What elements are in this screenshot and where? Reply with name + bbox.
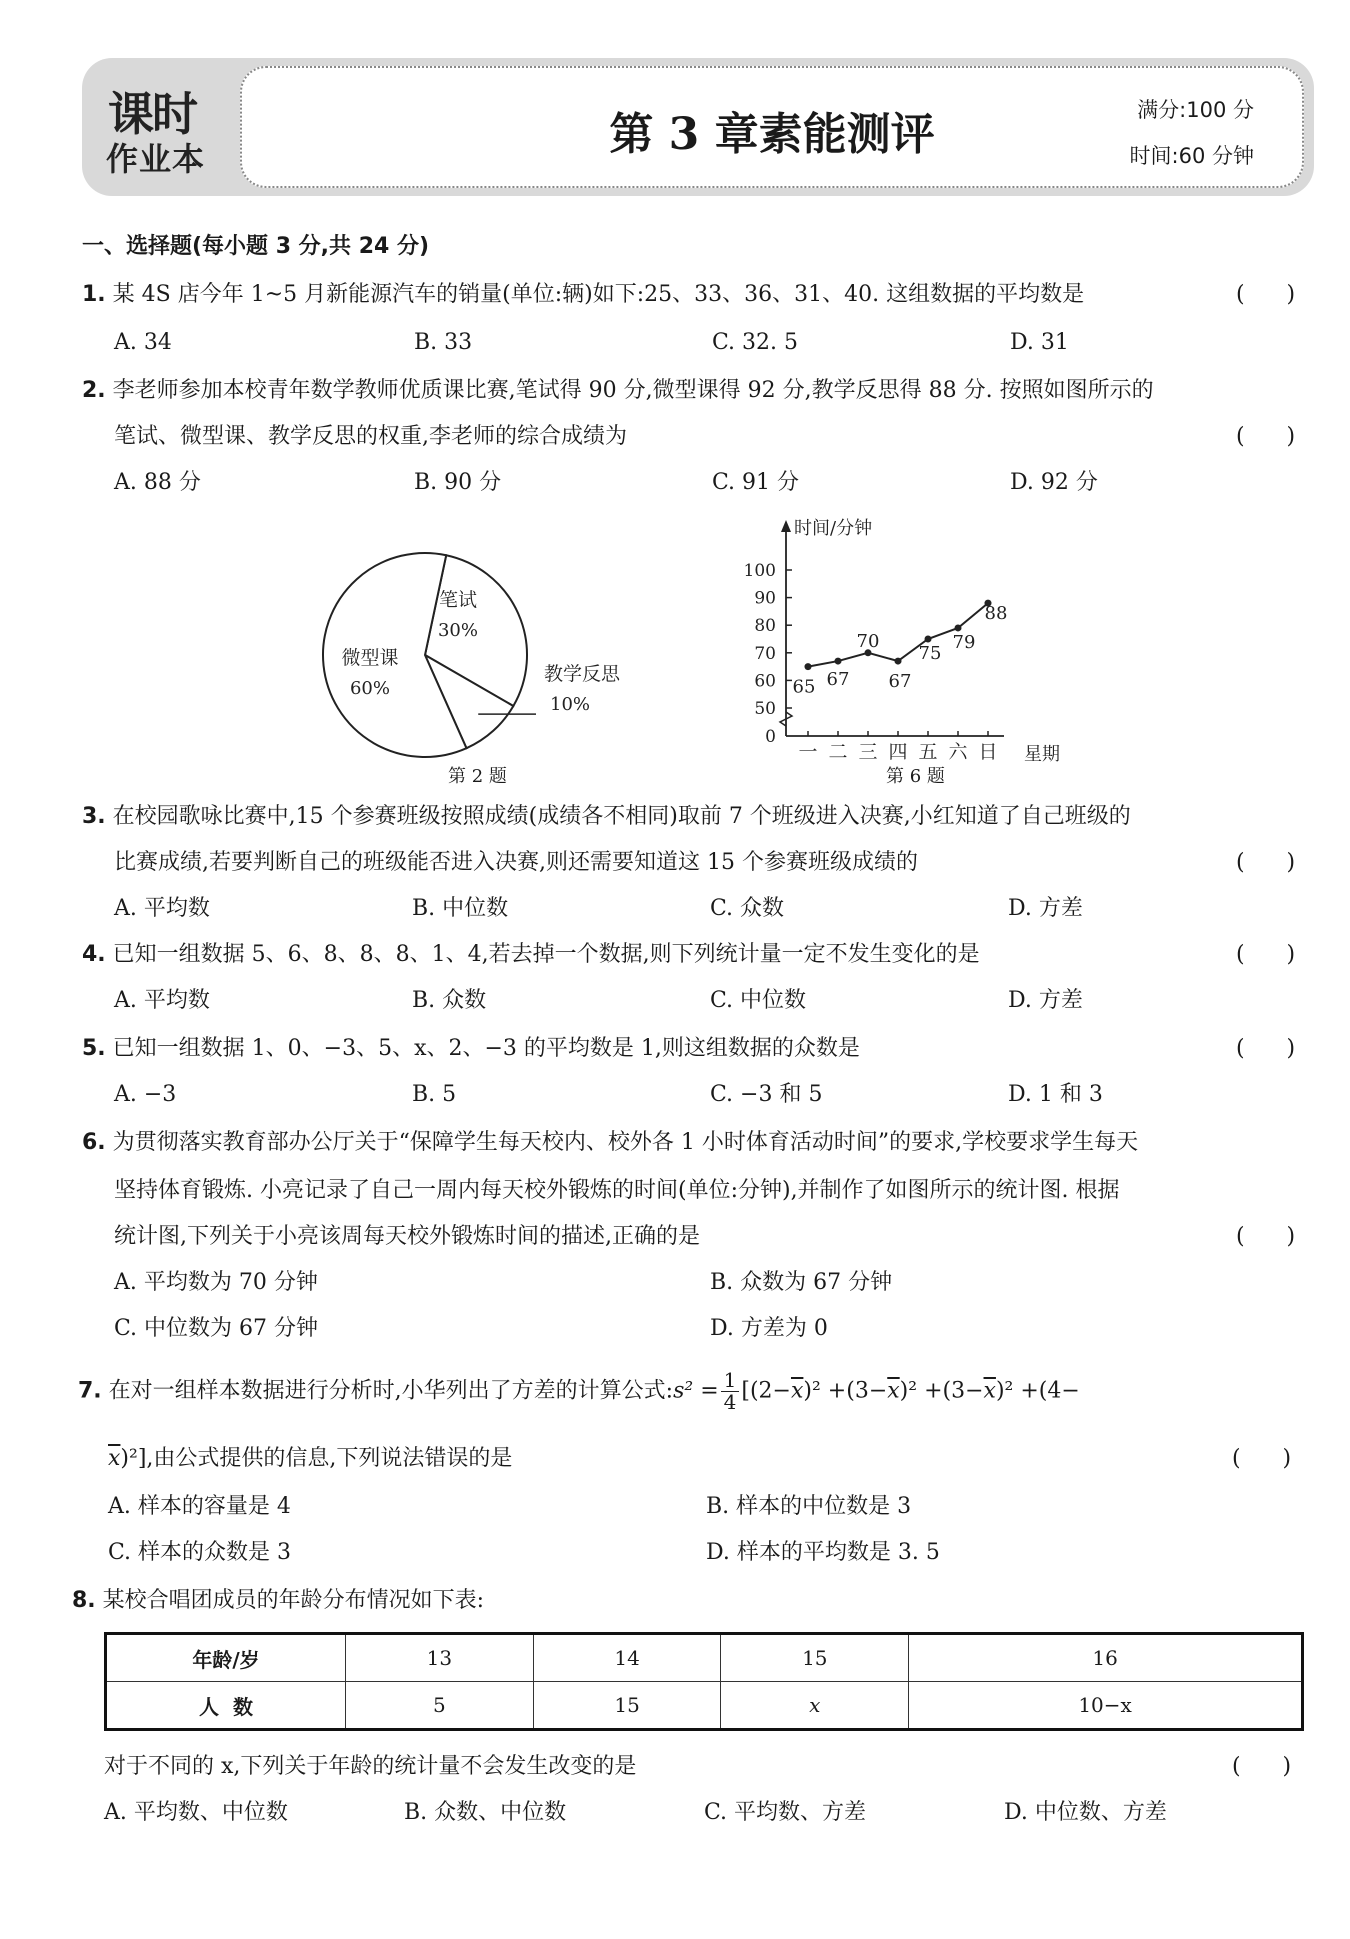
table-cell: 14 bbox=[533, 1634, 721, 1682]
option-c[interactable]: C. 91 分 bbox=[712, 470, 800, 495]
age-table bbox=[104, 1632, 1304, 1731]
full-score: 满分:100 分 bbox=[1137, 98, 1254, 122]
x-tick-label: 六 bbox=[948, 741, 968, 763]
question-text: 为贯彻落实教育部办公厅关于“保障学生每天校内、校外各 1 小时体育活动时间”的要求,学校要求学生每天 bbox=[112, 1130, 1139, 1155]
question-6 bbox=[82, 1132, 1138, 1154]
data-label: 70 bbox=[856, 630, 880, 652]
x-axis-label: 星期 bbox=[1024, 744, 1060, 765]
formula-part: )² +(4− bbox=[995, 1378, 1080, 1404]
formula-part: )² +(3− bbox=[803, 1378, 888, 1404]
x-tick-label: 五 bbox=[918, 741, 938, 763]
option-d[interactable]: D. 中位数、方差 bbox=[1004, 1800, 1167, 1825]
answer-bracket[interactable]: ( ) bbox=[1236, 942, 1296, 967]
question-number: 4. bbox=[82, 942, 106, 967]
pie-slice-value: 60% bbox=[349, 678, 391, 699]
option-a[interactable]: A. 34 bbox=[114, 330, 172, 355]
x-tick-label: 一 bbox=[798, 741, 818, 763]
data-point bbox=[805, 663, 812, 670]
formula-mean: $\overline{x}$ bbox=[887, 1378, 900, 1404]
y-tick-label: 70 bbox=[754, 643, 776, 664]
question-5 bbox=[82, 1038, 860, 1060]
question-text-line: 比赛成绩,若要判断自己的班级能否进入决赛,则还需要知道这 15 个参赛班级成绩的 bbox=[114, 850, 918, 875]
formula-part: [(2− bbox=[741, 1378, 791, 1404]
section-title: 一、选择题(每小题 3 分,共 24 分) bbox=[82, 234, 430, 259]
question-text: 在对一组样本数据进行分析时,小华列出了方差的计算公式: bbox=[108, 1378, 674, 1404]
question-number: 6. bbox=[82, 1130, 106, 1155]
formula-part: )²] bbox=[120, 1446, 147, 1471]
question-number: 8. bbox=[72, 1588, 96, 1613]
option-a[interactable]: A. 平均数 bbox=[114, 988, 210, 1013]
option-b[interactable]: B. 样本的中位数是 3 bbox=[706, 1494, 912, 1519]
data-label: 88 bbox=[984, 603, 1008, 625]
question-text-line: 坚持体育锻炼. 小亮记录了自己一周内每天校外锻炼的时间(单位:分钟),并制作了如图所示的统计图. 根据 bbox=[114, 1178, 1120, 1203]
table-cell: 16 bbox=[909, 1634, 1303, 1682]
logo-bottom-text: 作业本 bbox=[106, 140, 206, 178]
question-text-line: 对于不同的 x,下列关于年龄的统计量不会发生改变的是 bbox=[104, 1754, 637, 1779]
y-axis-label: 时间/分钟 bbox=[794, 518, 873, 539]
option-b[interactable]: B. 90 分 bbox=[414, 470, 502, 495]
formula-mean: $\overline{x}$ bbox=[108, 1446, 121, 1471]
question-text: 已知一组数据 5、6、8、8、8、1、4,若去掉一个数据,则下列统计量一定不发生变化的是 bbox=[112, 942, 980, 967]
option-b[interactable]: B. 众数 bbox=[412, 988, 487, 1013]
y-tick-label: 80 bbox=[754, 616, 776, 637]
x-tick-label: 四 bbox=[888, 741, 908, 763]
table-cell: 年龄/岁 bbox=[106, 1634, 346, 1682]
data-point bbox=[955, 624, 962, 631]
pie-slice-value: 10% bbox=[550, 694, 591, 715]
question-number: 5. bbox=[82, 1036, 106, 1061]
option-a[interactable]: A. 平均数为 70 分钟 bbox=[114, 1270, 318, 1295]
question-text: 某校合唱团成员的年龄分布情况如下表: bbox=[102, 1588, 485, 1613]
question-text: 已知一组数据 1、0、−3、5、x、2、−3 的平均数是 1,则这组数据的众数是 bbox=[112, 1036, 860, 1061]
x-tick-label: 三 bbox=[858, 741, 878, 763]
pie-slice-label: 教学反思 bbox=[544, 663, 621, 685]
answer-bracket[interactable]: ( ) bbox=[1232, 1754, 1292, 1779]
option-c[interactable]: C. 32. 5 bbox=[712, 330, 799, 355]
page-title: 第 3 章素能测评 bbox=[609, 109, 935, 160]
formula-lhs: s² = bbox=[673, 1378, 719, 1404]
option-c[interactable]: C. 中位数 bbox=[710, 988, 807, 1013]
data-point bbox=[835, 658, 842, 665]
question-3 bbox=[82, 806, 1131, 828]
answer-bracket[interactable]: ( ) bbox=[1236, 850, 1296, 875]
answer-bracket[interactable]: ( ) bbox=[1236, 424, 1296, 449]
option-b[interactable]: B. 众数、中位数 bbox=[404, 1800, 567, 1825]
pie-slice-value: 30% bbox=[437, 620, 479, 641]
formula-fraction: $\frac{1}{4}$ bbox=[721, 1370, 740, 1413]
question-number: 7. bbox=[78, 1378, 102, 1404]
y-tick-label: 60 bbox=[754, 671, 776, 692]
option-d[interactable]: D. 1 和 3 bbox=[1008, 1082, 1103, 1107]
question-7 bbox=[78, 1370, 1080, 1413]
table-cell: 15 bbox=[721, 1634, 909, 1682]
question-text-line: 统计图,下列关于小亮该周每天校外锻炼时间的描述,正确的是 bbox=[114, 1224, 700, 1249]
question-text: 某 4S 店今年 1~5 月新能源汽车的销量(单位:辆)如下:25、33、36、31、40. 这组数据的平均数是 bbox=[112, 282, 1085, 307]
table-cell: 15 bbox=[533, 1682, 721, 1730]
option-b[interactable]: B. 中位数 bbox=[412, 896, 509, 921]
option-a[interactable]: A. 平均数、中位数 bbox=[104, 1800, 288, 1825]
option-b[interactable]: B. 众数为 67 分钟 bbox=[710, 1270, 893, 1295]
option-b[interactable]: B. 5 bbox=[412, 1082, 457, 1107]
option-a[interactable]: A. 88 分 bbox=[114, 470, 201, 495]
option-d[interactable]: D. 92 分 bbox=[1010, 470, 1098, 495]
data-label: 67 bbox=[888, 671, 912, 693]
option-c[interactable]: C. 样本的众数是 3 bbox=[108, 1540, 292, 1565]
data-label: 79 bbox=[952, 631, 976, 653]
question-number: 3. bbox=[82, 804, 106, 829]
option-d[interactable]: D. 样本的平均数是 3. 5 bbox=[706, 1540, 940, 1565]
y-tick-label: 0 bbox=[765, 727, 776, 747]
x-tick-label: 二 bbox=[828, 741, 848, 763]
formula-mean: $\overline{x}$ bbox=[790, 1378, 804, 1404]
option-a[interactable]: A. 平均数 bbox=[114, 896, 210, 921]
pie-slice-label: 笔试 bbox=[438, 589, 478, 611]
table-cell: 5 bbox=[346, 1682, 534, 1730]
option-d[interactable]: D. 方差为 0 bbox=[710, 1316, 828, 1341]
logo-top-text: 课时 bbox=[108, 87, 196, 141]
header-box bbox=[240, 66, 1304, 188]
figure-6-caption: 第 6 题 bbox=[886, 766, 945, 787]
data-label: 65 bbox=[792, 676, 816, 698]
data-point bbox=[925, 636, 932, 643]
option-d[interactable]: D. 方差 bbox=[1008, 896, 1083, 921]
time-limit: 时间:60 分钟 bbox=[1129, 144, 1254, 168]
pie-chart bbox=[300, 540, 680, 780]
formula-part: )² +(3− bbox=[899, 1378, 984, 1404]
option-c[interactable]: C. −3 和 5 bbox=[710, 1082, 823, 1107]
y-tick-label: 100 bbox=[743, 561, 776, 581]
option-a[interactable]: A. 样本的容量是 4 bbox=[108, 1494, 291, 1519]
option-b[interactable]: B. 33 bbox=[414, 330, 473, 355]
line-chart bbox=[730, 510, 1110, 770]
data-point bbox=[895, 658, 902, 665]
x-tick-label: 日 bbox=[978, 741, 998, 763]
question-4 bbox=[82, 944, 980, 966]
question-2 bbox=[82, 380, 1154, 402]
table-row bbox=[106, 1634, 1303, 1682]
data-label: 75 bbox=[918, 643, 942, 664]
option-c[interactable]: C. 平均数、方差 bbox=[704, 1800, 867, 1825]
question-text-line bbox=[108, 1448, 512, 1470]
pie-slice-label: 微型课 bbox=[341, 647, 399, 669]
option-d[interactable]: D. 方差 bbox=[1008, 988, 1083, 1013]
data-label: 67 bbox=[826, 669, 850, 691]
figure-2-caption: 第 2 题 bbox=[448, 766, 507, 787]
option-d[interactable]: D. 31 bbox=[1010, 330, 1069, 355]
option-a[interactable]: A. −3 bbox=[114, 1082, 177, 1107]
question-1 bbox=[82, 284, 1084, 306]
table-cell: 人 数 bbox=[106, 1682, 346, 1730]
question-number: 2. bbox=[82, 378, 106, 403]
y-axis-arrow bbox=[781, 520, 791, 532]
question-text: 在校园歌咏比赛中,15 个参赛班级按照成绩(成绩各不相同)取前 7 个班级进入决赛,小红知道了自己班级的 bbox=[112, 804, 1131, 829]
y-tick-label: 90 bbox=[754, 588, 776, 609]
question-text: ,由公式提供的信息,下列说法错误的是 bbox=[146, 1446, 513, 1471]
question-8 bbox=[72, 1590, 484, 1612]
answer-bracket[interactable]: ( ) bbox=[1232, 1446, 1292, 1471]
answer-bracket[interactable]: ( ) bbox=[1236, 1224, 1296, 1249]
answer-bracket[interactable]: ( ) bbox=[1236, 282, 1296, 307]
table-cell: x bbox=[721, 1682, 909, 1730]
formula-mean: $\overline{x}$ bbox=[983, 1378, 996, 1404]
table-row bbox=[106, 1682, 1303, 1730]
option-c[interactable]: C. 中位数为 67 分钟 bbox=[114, 1316, 319, 1341]
question-text-line: 笔试、微型课、教学反思的权重,李老师的综合成绩为 bbox=[114, 424, 627, 449]
answer-bracket[interactable]: ( ) bbox=[1236, 1036, 1296, 1061]
option-c[interactable]: C. 众数 bbox=[710, 896, 785, 921]
table-cell: 10−x bbox=[909, 1682, 1303, 1730]
y-tick-label: 50 bbox=[754, 699, 776, 719]
question-text: 李老师参加本校青年数学教师优质课比赛,笔试得 90 分,微型课得 92 分,教学反思得 88 分. 按照如图所示的 bbox=[112, 378, 1154, 403]
question-number: 1. bbox=[82, 282, 106, 307]
logo bbox=[96, 74, 236, 184]
table-cell: 13 bbox=[346, 1634, 534, 1682]
